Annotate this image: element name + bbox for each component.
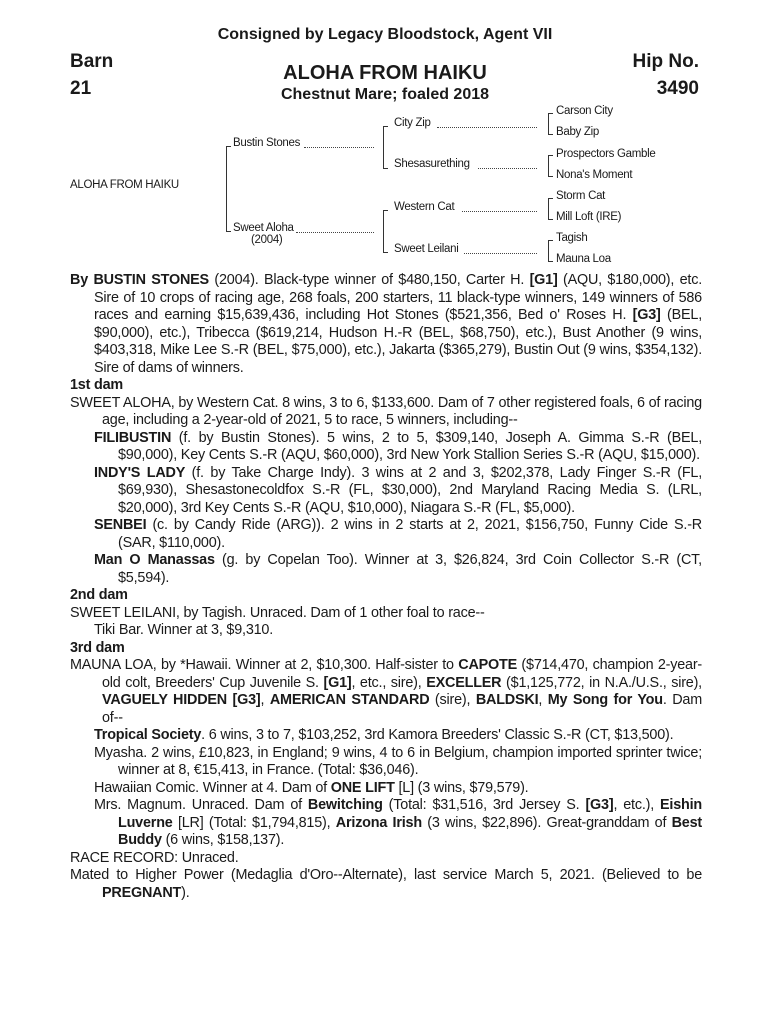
produce-text: (g. by Copelan Too). Winner at 3, $26,824, 3rd Coin Collector S.-R (CT, $5,594). xyxy=(118,552,702,586)
barn-label: Barn xyxy=(70,51,114,72)
produce-record: Myasha. 2 wins, £10,823, in England; 9 wins, 4 to 6 in Belgium, champion imported sprinter twice; winner at 8, €15,413, in France. (Total: $36,046). xyxy=(94,744,702,778)
bold-run: Bewitching xyxy=(307,797,383,813)
text-run: [L] (3 wins, $79,579). xyxy=(394,779,529,796)
hip-number: 3490 xyxy=(656,78,699,99)
pedigree-sire-sire: City Zip xyxy=(394,117,431,129)
text-run: (Total: $31,516, 3rd Jersey S. xyxy=(382,797,586,813)
bold-run: EXCELLER xyxy=(426,674,502,691)
leader-dots xyxy=(304,147,374,148)
sire-paragraph xyxy=(70,272,702,377)
sire-text-1: (2004). Black-type winner of $480,150, Carter H. xyxy=(208,272,530,288)
produce-text: (c. by Candy Ride (ARG)). 2 wins in 2 starts at 2, 2021, $156,750, Funny Cide S.-R (SAR, $110,000). xyxy=(118,517,702,551)
produce-name: Man O Manassas xyxy=(94,552,215,568)
produce-name: Tropical Society xyxy=(94,727,202,743)
bold-run: Arizona Irish xyxy=(335,814,422,831)
text-run: Hawaiian Comic. Winner at 4. Dam of xyxy=(94,779,331,796)
produce-name: FILIBUSTIN xyxy=(94,429,172,446)
bracket-tick xyxy=(383,252,388,253)
g3-bracket xyxy=(548,113,549,134)
text-run: [LR] (Total: $1,794,815), xyxy=(172,814,336,831)
bold-run: Eishin Luverne xyxy=(118,797,702,831)
text-run: , xyxy=(260,692,270,708)
produce-name: INDY'S LADY xyxy=(94,464,186,481)
sire-name: BUSTIN STONES xyxy=(93,272,209,288)
bracket-tick xyxy=(383,126,388,127)
produce-record xyxy=(70,517,702,552)
bracket-tick xyxy=(548,113,553,114)
text-run: ($714,470, champion 2-year-old colt, Breeders' Cup Juvenile S. xyxy=(102,657,702,691)
text-run: Mrs. Magnum. Unraced. Dam of xyxy=(94,797,308,813)
produce-record xyxy=(70,465,702,518)
g3-bracket xyxy=(548,240,549,261)
bold-run: Best Buddy xyxy=(118,814,702,848)
pedigree-g3-5: Storm Cat xyxy=(556,190,606,202)
text-run: ($1,125,772, in N.A./U.S., sire), xyxy=(501,674,702,691)
first-dam-intro: SWEET ALOHA, by Western Cat. 8 wins, 3 to 6, $133,600. Dam of 7 other registered foals, 6 of racing age, including a 2-year-old of 2021, 5 to race, 5 winners, including-- xyxy=(70,394,702,428)
text-run: (3 wins, $22,896). Great-granddam of xyxy=(421,814,672,831)
bracket-tick xyxy=(548,198,553,199)
produce-name: SENBEI xyxy=(94,517,147,533)
produce-text: (f. by Take Charge Indy). 3 wins at 2 and 3, $202,378, Lady Finger S.-R (FL, $69,930), Shesastonecoldfox S.-R (FL, $30,000), 2nd Maryland Racing Media S. (LRL, $20,000), 3rd Key Cents S.-R (AQU, $10,000), Niagara S.-R (FL, $5,000). xyxy=(118,464,703,516)
bracket-tick xyxy=(548,134,553,135)
second-dam-intro: SWEET LEILANI, by Tagish. Unraced. Dam of 1 other foal to race-- xyxy=(70,604,485,621)
bold-run: [G1] xyxy=(323,674,352,691)
hip-label: Hip No. xyxy=(632,51,699,72)
barn-number: 21 xyxy=(70,78,92,99)
breeding-status xyxy=(70,867,702,902)
text-run: (6 wins, $158,137). xyxy=(161,832,285,848)
produce-record xyxy=(70,797,702,850)
text-run: , xyxy=(538,692,548,708)
text-run: ). xyxy=(181,884,190,901)
leader-dots xyxy=(437,127,537,128)
text-run: . Dam of-- xyxy=(102,692,702,726)
dam-bracket xyxy=(383,210,384,252)
second-dam-heading: 2nd dam xyxy=(70,587,128,603)
produce-record xyxy=(70,780,702,798)
subject-bracket xyxy=(226,146,227,231)
text-run: MAUNA LOA, by *Hawaii. Winner at 2, $10,300. Half-sister to xyxy=(70,657,459,673)
g3-bracket xyxy=(548,155,549,176)
pedigree-g3-7: Tagish xyxy=(556,232,588,244)
text-run: , etc.), xyxy=(613,797,661,813)
pedigree-dam-sire: Western Cat xyxy=(394,201,455,213)
bracket-tick xyxy=(548,240,553,241)
pedigree-g3-3: Prospectors Gamble xyxy=(556,148,656,160)
text-run: (sire), xyxy=(429,692,476,708)
third-dam-heading: 3rd dam xyxy=(70,639,125,656)
bold-run: [G3] xyxy=(585,797,614,813)
bracket-tick xyxy=(548,176,553,177)
sire-bracket xyxy=(383,126,384,168)
g3-bracket xyxy=(548,198,549,219)
bold-run: PREGNANT xyxy=(102,884,182,901)
produce-record xyxy=(70,552,702,587)
sire-text-3: (BEL, $90,000), etc.), Tribecca ($619,214, Hudson H.-R (BEL, $68,750), etc.), Bust Another (9 wins, $403,318, Mike Lee S.-R (BEL, $75,000), etc.), Jakarta ($365,279), Bustin Out (9 wins, $354,132). Sire of dams of winners. xyxy=(94,307,702,376)
bracket-tick xyxy=(383,168,388,169)
produce-record xyxy=(70,727,702,745)
produce-text: . 6 wins, 3 to 7, $103,252, 3rd Kamora Breeders' Classic S.-R (CT, $13,500). xyxy=(201,727,674,743)
pedigree-g3-2: Baby Zip xyxy=(556,126,599,138)
race-record: RACE RECORD: Unraced. xyxy=(70,849,239,866)
catalog-body xyxy=(70,272,702,902)
leader-dots xyxy=(464,253,537,254)
bracket-tick xyxy=(548,219,553,220)
grade-badge: [G3] xyxy=(632,307,661,323)
produce-record xyxy=(70,430,702,465)
pedigree-g3-6: Mill Loft (IRE) xyxy=(556,211,622,223)
sire-text-2: (AQU, $180,000), etc. Sire of 10 crops of racing age, 268 foals, 200 starters, 11 black-type winners, 149 winners of 586 races and earning $15,639,436, including Hot Stones ($521,356, Bed o' Roses H. xyxy=(94,272,703,323)
horse-description: Chestnut Mare; foaled 2018 xyxy=(280,86,490,103)
pedigree-dam-year: (2004) xyxy=(251,234,283,246)
bold-run: ONE LIFT xyxy=(330,779,395,796)
pedigree-g3-8: Mauna Loa xyxy=(556,253,611,265)
pedigree-g3-1: Carson City xyxy=(556,105,613,117)
pedigree-subject: ALOHA FROM HAIKU xyxy=(70,179,179,191)
pedigree-sire-dam: Shesasurething xyxy=(394,158,470,170)
bold-run: CAPOTE xyxy=(458,657,518,673)
pedigree-dam-dam: Sweet Leilani xyxy=(394,243,459,255)
bold-run: My Song for You xyxy=(547,692,663,708)
bold-run: VAGUELY HIDDEN [G3] xyxy=(102,692,261,708)
grade-badge: [G1] xyxy=(529,272,558,288)
first-dam-heading: 1st dam xyxy=(70,377,123,393)
bracket-tick xyxy=(548,155,553,156)
bracket-tick xyxy=(226,231,231,232)
bold-run: BALDSKI xyxy=(475,692,539,708)
bold-run: AMERICAN STANDARD xyxy=(269,692,430,708)
horse-name: ALOHA FROM HAIKU xyxy=(283,62,487,84)
pedigree-dam: Sweet Aloha xyxy=(233,222,294,234)
pedigree-sire: Bustin Stones xyxy=(233,137,301,149)
consignor-line: Consigned by Legacy Bloodstock, Agent VII xyxy=(217,26,553,43)
sire-by: By xyxy=(70,272,94,288)
bracket-tick xyxy=(383,210,388,211)
text-run: Mated to Higher Power (Medaglia d'Oro--Alternate), last service March 5, 2021. (Believed to be xyxy=(70,867,702,883)
leader-dots xyxy=(478,168,537,169)
bracket-tick xyxy=(548,261,553,262)
produce-text: (f. by Bustin Stones). 5 wins, 2 to 5, $309,140, Joseph A. Gimma S.-R (BEL, $90,000), Key Cents S.-R (AQU, $60,000), 3rd New York Stallion Series S.-R (AQU, $15,000). xyxy=(118,429,702,463)
leader-dots xyxy=(296,232,374,233)
text-run: , etc., sire), xyxy=(351,674,427,691)
bracket-tick xyxy=(226,146,231,147)
pedigree-g3-4: Nona's Moment xyxy=(556,169,633,181)
pedigree-chart xyxy=(0,0,770,290)
third-dam-intro xyxy=(70,657,702,727)
second-dam-foal: Tiki Bar. Winner at 3, $9,310. xyxy=(94,622,274,638)
leader-dots xyxy=(462,211,537,212)
